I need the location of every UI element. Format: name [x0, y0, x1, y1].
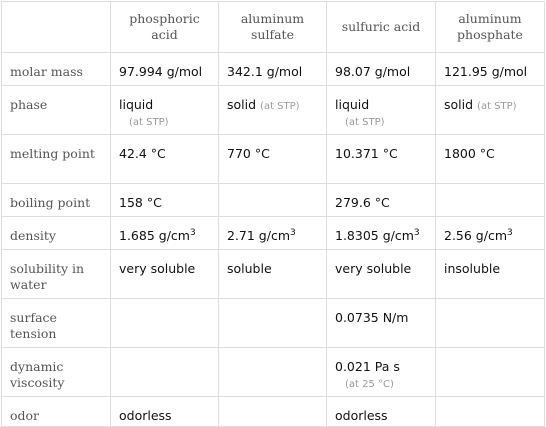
boiling-point-aluminum-phosphate [436, 184, 545, 217]
phase-value: liquid [335, 97, 370, 112]
unit-exponent: 3 [189, 227, 196, 238]
row-label-surface-tension: surface tension [2, 299, 111, 348]
boiling-point-phosphoric-acid: 158 °C [111, 184, 219, 217]
phase-condition-note: (at STP) [477, 101, 517, 112]
phase-value: solid [227, 97, 257, 112]
row-label-solubility: solubility in water [2, 250, 111, 299]
phase-condition-note: (at STP) [260, 101, 300, 112]
phase-phosphoric-acid [111, 86, 219, 135]
molar-mass-phosphoric-acid: 97.994 g/mol [111, 53, 219, 86]
unit-exponent: 3 [507, 227, 513, 238]
row-label-density: density [2, 217, 111, 250]
phase-aluminum-sulfate [219, 86, 327, 135]
row-label-molar-mass: molar mass [2, 53, 111, 86]
odor-aluminum-sulfate [219, 397, 327, 427]
corner-cell [2, 2, 111, 53]
molar-mass-aluminum-phosphate: 121.95 g/mol [436, 53, 545, 86]
phase-sulfuric-acid [327, 86, 436, 135]
dynamic-viscosity-phosphoric-acid [111, 348, 219, 397]
column-header-phosphoric-acid: phosphoric acid [111, 2, 219, 53]
header-row [2, 2, 545, 53]
density-aluminum-phosphate [436, 217, 545, 250]
melting-point-aluminum-phosphate: 1800 °C [436, 135, 545, 184]
surface-tension-sulfuric-acid: 0.0735 N/m [327, 299, 436, 348]
table-row [2, 86, 545, 135]
viscosity-condition-note: (at 25 °C) [345, 379, 394, 390]
density-value: 1.685 g/cm [119, 228, 190, 243]
boiling-point-aluminum-sulfate [219, 184, 327, 217]
properties-table [1, 1, 545, 427]
melting-point-phosphoric-acid: 42.4 °C [111, 135, 219, 184]
table-row [2, 184, 545, 217]
melting-point-sulfuric-acid: 10.371 °C [327, 135, 436, 184]
column-header-aluminum-sulfate: aluminum sulfate [219, 2, 327, 53]
dynamic-viscosity-sulfuric-acid [327, 348, 436, 397]
density-value: 2.71 g/cm [227, 228, 291, 243]
odor-aluminum-phosphate [436, 397, 545, 427]
molar-mass-aluminum-sulfate: 342.1 g/mol [219, 53, 327, 86]
row-label-boiling-point: boiling point [2, 184, 111, 217]
row-label-phase: phase [2, 86, 111, 135]
table-row [2, 397, 545, 427]
solubility-aluminum-sulfate: soluble [219, 250, 327, 299]
dynamic-viscosity-aluminum-phosphate [436, 348, 545, 397]
dynamic-viscosity-aluminum-sulfate [219, 348, 327, 397]
melting-point-aluminum-sulfate: 770 °C [219, 135, 327, 184]
table-row [2, 217, 545, 250]
table-row [2, 348, 545, 397]
phase-value: liquid [119, 97, 154, 112]
boiling-point-sulfuric-acid: 279.6 °C [327, 184, 436, 217]
phase-aluminum-phosphate [436, 86, 545, 135]
row-label-dynamic-viscosity: dynamic viscosity [2, 348, 111, 397]
molar-mass-sulfuric-acid: 98.07 g/mol [327, 53, 436, 86]
viscosity-value: 0.021 Pa s [335, 359, 400, 374]
surface-tension-aluminum-phosphate [436, 299, 545, 348]
table-row [2, 53, 545, 86]
density-phosphoric-acid [111, 217, 219, 250]
odor-sulfuric-acid: odorless [327, 397, 436, 427]
row-label-melting-point: melting point [2, 135, 111, 184]
solubility-phosphoric-acid: very soluble [111, 250, 219, 299]
density-value: 2.56 g/cm [444, 228, 508, 243]
column-header-sulfuric-acid: sulfuric acid [327, 2, 436, 53]
surface-tension-aluminum-sulfate [219, 299, 327, 348]
surface-tension-phosphoric-acid [111, 299, 219, 348]
table-row [2, 250, 545, 299]
density-sulfuric-acid [327, 217, 436, 250]
phase-condition-note: (at STP) [129, 117, 169, 128]
phase-condition-note: (at STP) [345, 117, 385, 128]
solubility-aluminum-phosphate: insoluble [436, 250, 545, 299]
odor-phosphoric-acid: odorless [111, 397, 219, 427]
table-row [2, 299, 545, 348]
density-value: 1.8305 g/cm [335, 228, 414, 243]
density-aluminum-sulfate [219, 217, 327, 250]
unit-exponent: 3 [413, 227, 420, 238]
unit-exponent: 3 [290, 227, 296, 238]
table-row [2, 135, 545, 184]
row-label-odor: odor [2, 397, 111, 427]
solubility-sulfuric-acid: very soluble [327, 250, 436, 299]
phase-value: solid [444, 97, 474, 112]
column-header-aluminum-phosphate: aluminum phosphate [436, 2, 545, 53]
